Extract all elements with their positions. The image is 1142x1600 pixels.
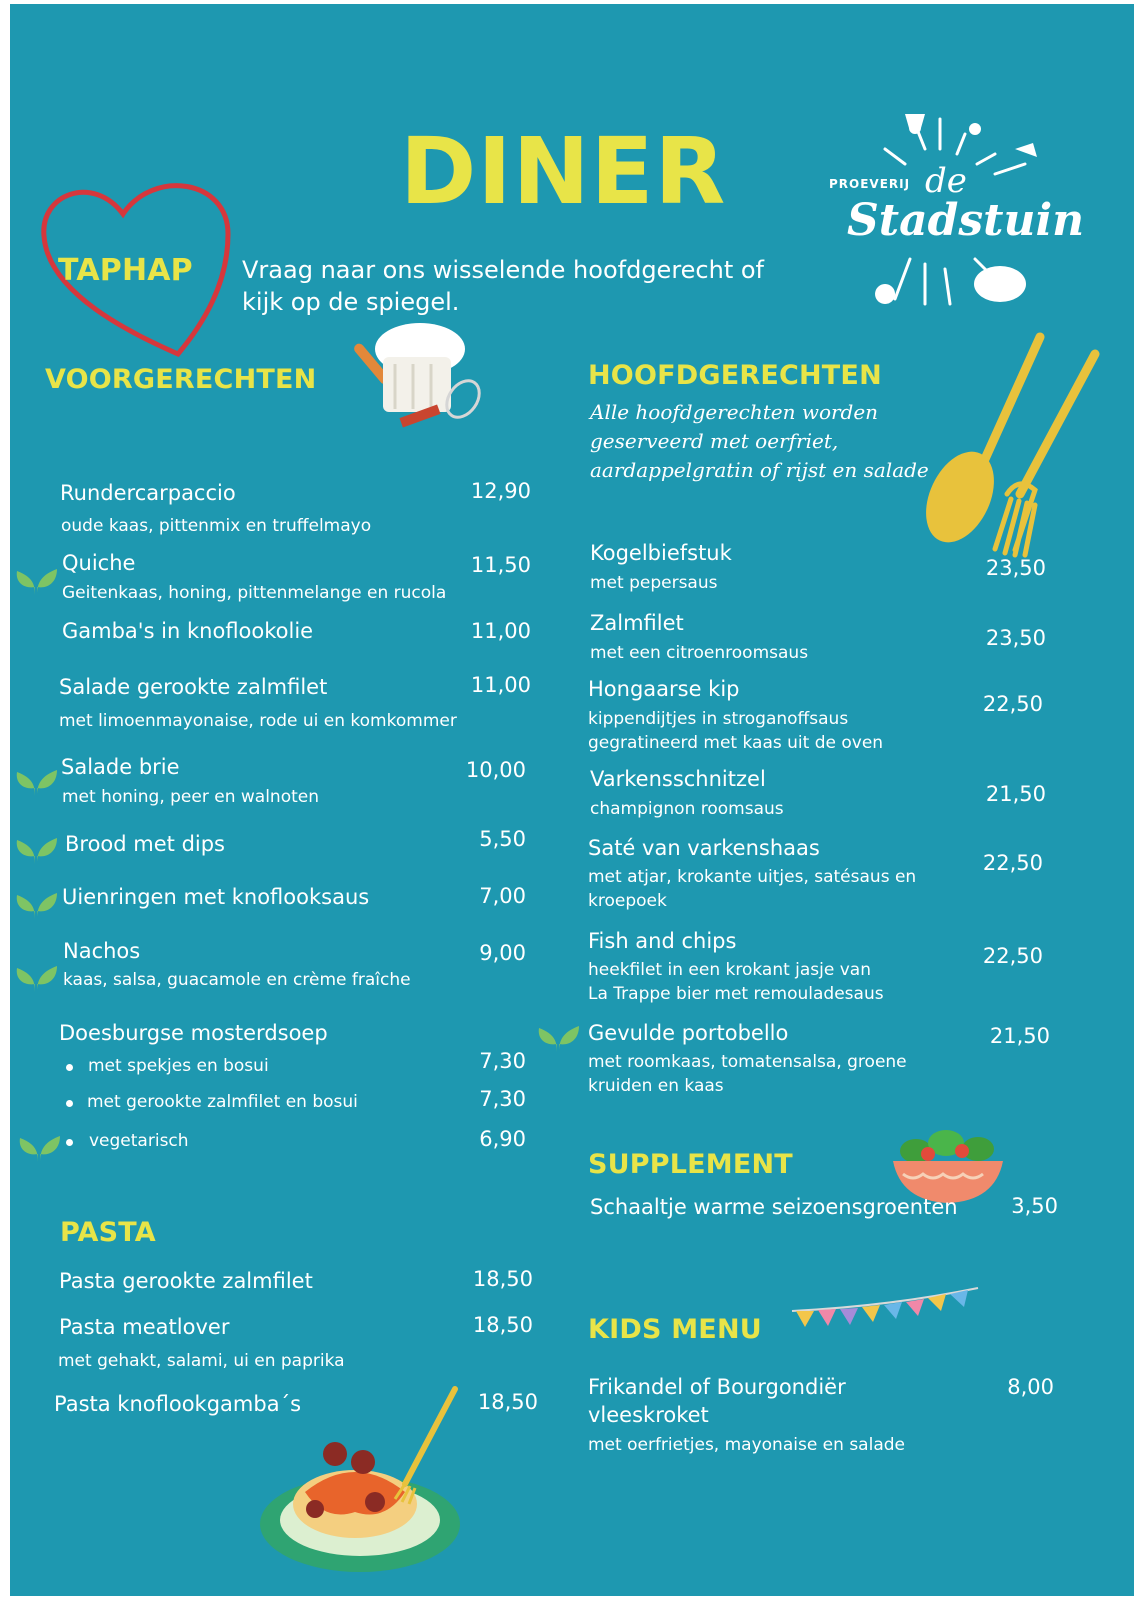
menu-item-desc: oude kaas, pittenmix en truffelmayo — [61, 516, 372, 536]
voorgerechten-heading: VOORGERECHTEN — [45, 364, 317, 395]
kids-item-name-line1: Frikandel of Bourgondiër — [588, 1375, 846, 1399]
kids-item-name-line2: vleeskroket — [588, 1403, 709, 1427]
hoofdgerechten-heading: HOOFDGERECHTEN — [588, 360, 882, 391]
pasta-heading: PASTA — [60, 1217, 156, 1248]
menu-page — [10, 4, 1134, 1596]
spaghetti-plate-icon — [255, 1384, 475, 1584]
menu-item-desc: gegratineerd met kaas uit de oven — [588, 733, 884, 753]
menu-item-price: 11,00 — [470, 673, 531, 697]
vegetarian-leaf-icon — [13, 826, 59, 866]
menu-item-desc: kroepoek — [588, 891, 667, 911]
chef-hat-icon — [345, 319, 485, 439]
menu-item-desc: Geitenkaas, honing, pittenmelange en rucola — [62, 583, 447, 603]
soup-option-price: 7,30 — [479, 1049, 526, 1073]
soup-option-price: 6,90 — [479, 1127, 526, 1151]
menu-item-price: 23,50 — [985, 556, 1046, 580]
kids-menu-heading: KIDS MENU — [588, 1314, 762, 1345]
menu-item-name: Salade gerookte zalmfilet — [59, 675, 328, 699]
menu-item-desc: kruiden en kaas — [588, 1076, 724, 1096]
soup-option: met spekjes en bosui — [88, 1056, 269, 1076]
vegetarian-leaf-icon — [13, 881, 59, 921]
menu-item-desc: kippendijtjes in stroganoffsaus — [588, 709, 849, 729]
menu-item-name: Rundercarpaccio — [60, 481, 236, 505]
vegetarian-leaf-icon — [13, 557, 59, 597]
taphap-label: TAPHAP — [58, 253, 193, 288]
menu-item-desc: met honing, peer en walnoten — [62, 787, 319, 807]
bullet — [66, 1064, 73, 1071]
menu-item-price: 11,00 — [470, 619, 531, 643]
soup-option: vegetarisch — [89, 1131, 189, 1151]
spoon-fork-icon — [915, 329, 1105, 564]
menu-item-desc: met roomkaas, tomatensalsa, groene — [588, 1052, 907, 1072]
menu-item-name: Brood met dips — [65, 832, 226, 856]
menu-item-price: 10,00 — [465, 758, 526, 782]
vegetarian-leaf-icon — [13, 758, 59, 798]
menu-item-price: 5,50 — [479, 827, 526, 851]
menu-item-desc: La Trappe bier met remouladesaus — [588, 984, 884, 1004]
menu-item-name: Pasta knoflookgamba´s — [54, 1392, 302, 1416]
logo-name: Stadstuin — [847, 195, 1085, 246]
hoofdgerechten-note-line2: geserveerd met oerfriet, — [590, 429, 839, 453]
supplement-price: 3,50 — [1011, 1194, 1058, 1218]
menu-item-name: Pasta meatlover — [59, 1315, 230, 1339]
menu-item-name: Varkensschnitzel — [590, 767, 766, 791]
page-title: DINER — [400, 118, 727, 225]
menu-item-desc: met een citroenroomsaus — [590, 643, 809, 663]
menu-item-name: Fish and chips — [588, 929, 737, 953]
menu-item-desc: met gehakt, salami, ui en paprika — [58, 1351, 345, 1371]
menu-item-price: 22,50 — [982, 692, 1043, 716]
vegetarian-leaf-icon — [13, 954, 59, 994]
menu-item-price: 21,50 — [985, 782, 1046, 806]
menu-item-price: 21,50 — [989, 1024, 1050, 1048]
menu-item-price: 11,50 — [470, 553, 531, 577]
menu-item-name: Zalmfilet — [590, 611, 684, 635]
menu-item-desc: champignon roomsaus — [590, 799, 784, 819]
menu-item-price: 18,50 — [472, 1267, 533, 1291]
bullet — [66, 1100, 73, 1107]
menu-item-desc: met pepersaus — [590, 573, 718, 593]
vegetarian-leaf-icon — [535, 1014, 581, 1054]
kids-item-desc: met oerfrietjes, mayonaise en salade — [588, 1435, 905, 1455]
stadstuin-logo — [825, 109, 1085, 314]
menu-item-price: 22,50 — [982, 944, 1043, 968]
bunting-icon — [790, 1286, 1000, 1346]
menu-item-desc: kaas, salsa, guacamole en crème fraîche — [63, 970, 411, 990]
menu-item-desc: heekfilet in een krokant jasje van — [588, 960, 871, 980]
hoofdgerechten-note-line3: aardappelgratin of rijst en salade — [590, 458, 929, 482]
menu-item-name: Gamba's in knoflookolie — [62, 619, 314, 643]
soup-option-price: 7,30 — [479, 1087, 526, 1111]
menu-item-price: 7,00 — [479, 884, 526, 908]
menu-item-name: Nachos — [63, 939, 141, 963]
soup-option: met gerookte zalmfilet en bosui — [87, 1092, 358, 1112]
taphap-text-line1: Vraag naar ons wisselende hoofdgerecht of — [242, 256, 764, 284]
hoofdgerechten-note-line1: Alle hoofdgerechten worden — [590, 400, 879, 424]
menu-item-name: Saté van varkenshaas — [588, 836, 820, 860]
menu-item-price: 12,90 — [470, 479, 531, 503]
menu-item-price: 22,50 — [982, 851, 1043, 875]
menu-item-name: Kogelbiefstuk — [590, 541, 732, 565]
soup-name: Doesburgse mosterdsoep — [59, 1021, 328, 1045]
menu-item-price: 18,50 — [477, 1390, 538, 1414]
menu-item-name: Salade brie — [61, 755, 180, 779]
menu-item-name: Quiche — [62, 551, 136, 575]
bullet — [66, 1139, 73, 1146]
menu-item-price: 23,50 — [985, 626, 1046, 650]
logo-small-text: PROEVERIJ — [829, 177, 911, 191]
vegetarian-leaf-icon — [16, 1124, 62, 1164]
supplement-item: Schaaltje warme seizoensgroenten — [590, 1195, 958, 1219]
menu-item-price: 18,50 — [472, 1313, 533, 1337]
logo-de: de — [925, 161, 967, 201]
menu-item-name: Uienringen met knoflooksaus — [62, 885, 370, 909]
menu-item-desc: met atjar, krokante uitjes, satésaus en — [588, 867, 917, 887]
kids-item-price: 8,00 — [1007, 1375, 1054, 1399]
menu-item-name: Pasta gerookte zalmfilet — [59, 1269, 313, 1293]
menu-item-name: Hongaarse kip — [588, 677, 740, 701]
menu-item-desc: met limoenmayonaise, rode ui en komkommer — [59, 711, 457, 731]
supplement-heading: SUPPLEMENT — [588, 1149, 793, 1180]
taphap-text-line2: kijk op de spiegel. — [242, 288, 460, 316]
menu-item-price: 9,00 — [479, 941, 526, 965]
menu-item-name: Gevulde portobello — [588, 1021, 789, 1045]
